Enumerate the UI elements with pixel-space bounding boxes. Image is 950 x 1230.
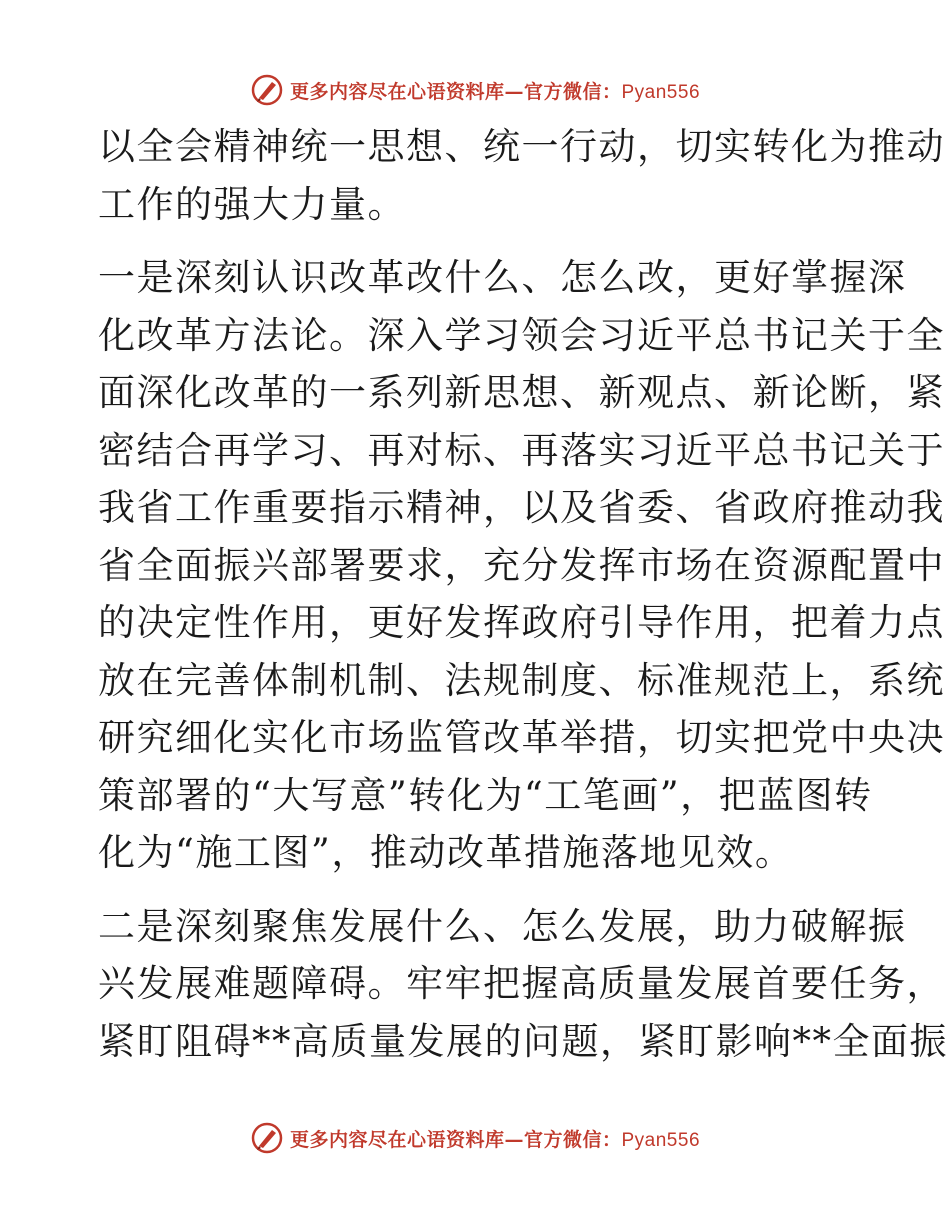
paragraph-2: [98, 249, 945, 882]
text-line: 放在完善体制机制、法规制度、标准规范上，系统: [98, 658, 945, 702]
text-line: 兴发展难题障碍。牢牢把握高质量发展首要任务，: [98, 962, 945, 1005]
paragraph-3: [98, 898, 948, 1071]
footer-watermark: [0, 1118, 950, 1158]
text-line: 我省工作重要指示精神，以及省委、省政府推动我: [98, 486, 945, 529]
text-line: 化改革方法论。深入学习领会习近平总书记关于全: [98, 313, 945, 357]
text-line: 化为“施工图”，推动改革措施落地见效。: [98, 831, 794, 874]
header-watermark: [0, 70, 950, 110]
text-line: 的决定性作用，更好发挥政府引导作用，把着力点: [98, 601, 945, 644]
text-line: 一是深刻认识改革改什么、怎么改，更好掌握深: [98, 256, 907, 299]
watermark-text: 更多内容尽在心语资料库—官方微信：Pyan556: [289, 80, 701, 103]
text-line: 二是深刻聚焦发展什么、怎么发展，助力破解振: [98, 904, 907, 948]
quill-pen-seal-icon: [250, 1121, 284, 1155]
text-line: 密结合再学习、再对标、再落实习近平总书记关于: [98, 428, 945, 472]
text-line: 省全面振兴部署要求，充分发挥市场在资源配置中: [98, 543, 945, 587]
text-line: 工作的强大力量。: [98, 182, 406, 226]
text-line: 研究细化实化市场监管改革举措，切实把党中央决: [98, 716, 945, 759]
watermark-wechat-id: Pyan556: [621, 1129, 701, 1151]
document-body: [98, 118, 948, 1070]
watermark-text: 更多内容尽在心语资料库—官方微信：Pyan556: [289, 1128, 701, 1151]
paragraph-1: [98, 118, 945, 233]
watermark-wechat-id: Pyan556: [621, 81, 701, 103]
text-line: 策部署的“大写意”转化为“工笔画”，把蓝图转: [98, 773, 873, 817]
text-line: 紧盯阻碍**高质量发展的问题，紧盯影响**全面振: [98, 1019, 948, 1063]
text-line: 以全会精神统一思想、统一行动，切实转化为推动: [98, 125, 945, 168]
quill-pen-seal-icon: [250, 73, 284, 107]
text-line: 面深化改革的一系列新思想、新观点、新论断，紧: [98, 371, 945, 414]
